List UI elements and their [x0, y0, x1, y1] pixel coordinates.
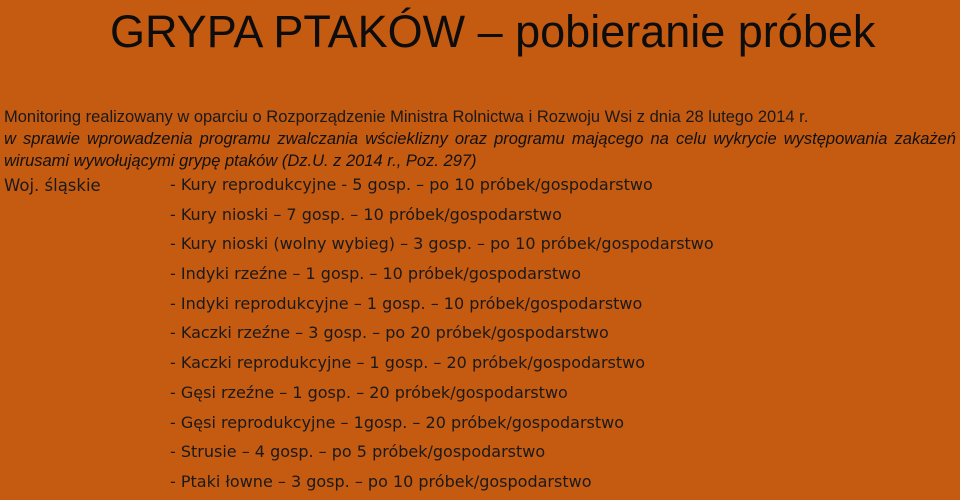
list-item: - Gęsi rzeźne – 1 gosp. – 20 próbek/gospodarstwo: [170, 382, 568, 402]
list-item: - Indyki rzeźne – 1 gosp. – 10 próbek/gospodarstwo: [170, 264, 581, 284]
sampling-list: [170, 173, 714, 500]
intro-paragraph: [4, 106, 956, 172]
list-item: - Ptaki łowne – 3 gosp. – po 10 próbek/gospodarstwo: [170, 471, 592, 491]
intro-line-regulation: Monitoring realizowany w oparciu o Rozporządzenie Ministra Rolnictwa i Rozwoju Wsi z dnia 28 lutego 2014 r.: [4, 108, 809, 126]
region-label: Woj. śląskie: [4, 176, 101, 195]
list-item: - Kaczki rzeźne – 3 gosp. – po 20 próbek/gospodarstwo: [170, 323, 609, 343]
list-item: - Kury reprodukcyjne - 5 gosp. – po 10 próbek/gospodarstwo: [170, 175, 653, 194]
list-item: - Gęsi reprodukcyjne – 1gosp. – 20 próbek/gospodarstwo: [170, 412, 625, 432]
list-item: - Kaczki reprodukcyjne – 1 gosp. – 20 próbek/gospodarstwo: [170, 353, 646, 373]
list-item: - Kury nioski (wolny wybieg) – 3 gosp. – po 10 próbek/gospodarstwo: [170, 234, 714, 254]
intro-line-scope: w sprawie wprowadzenia programu zwalczania wścieklizny oraz programu mającego na celu wykrycie występowania zakażeń wirusami wywołującymi grypę ptaków (Dz.U. z 2014 r., Poz. 297): [4, 130, 956, 170]
slide-title: GRYPA PTAKÓW – pobieranie próbek: [110, 6, 876, 57]
list-item: - Strusie – 4 gosp. – po 5 próbek/gospodarstwo: [170, 442, 546, 462]
list-item: - Indyki reprodukcyjne – 1 gosp. – 10 próbek/gospodarstwo: [170, 293, 643, 313]
list-item: - Kury nioski – 7 gosp. – 10 próbek/gospodarstwo: [170, 204, 562, 224]
